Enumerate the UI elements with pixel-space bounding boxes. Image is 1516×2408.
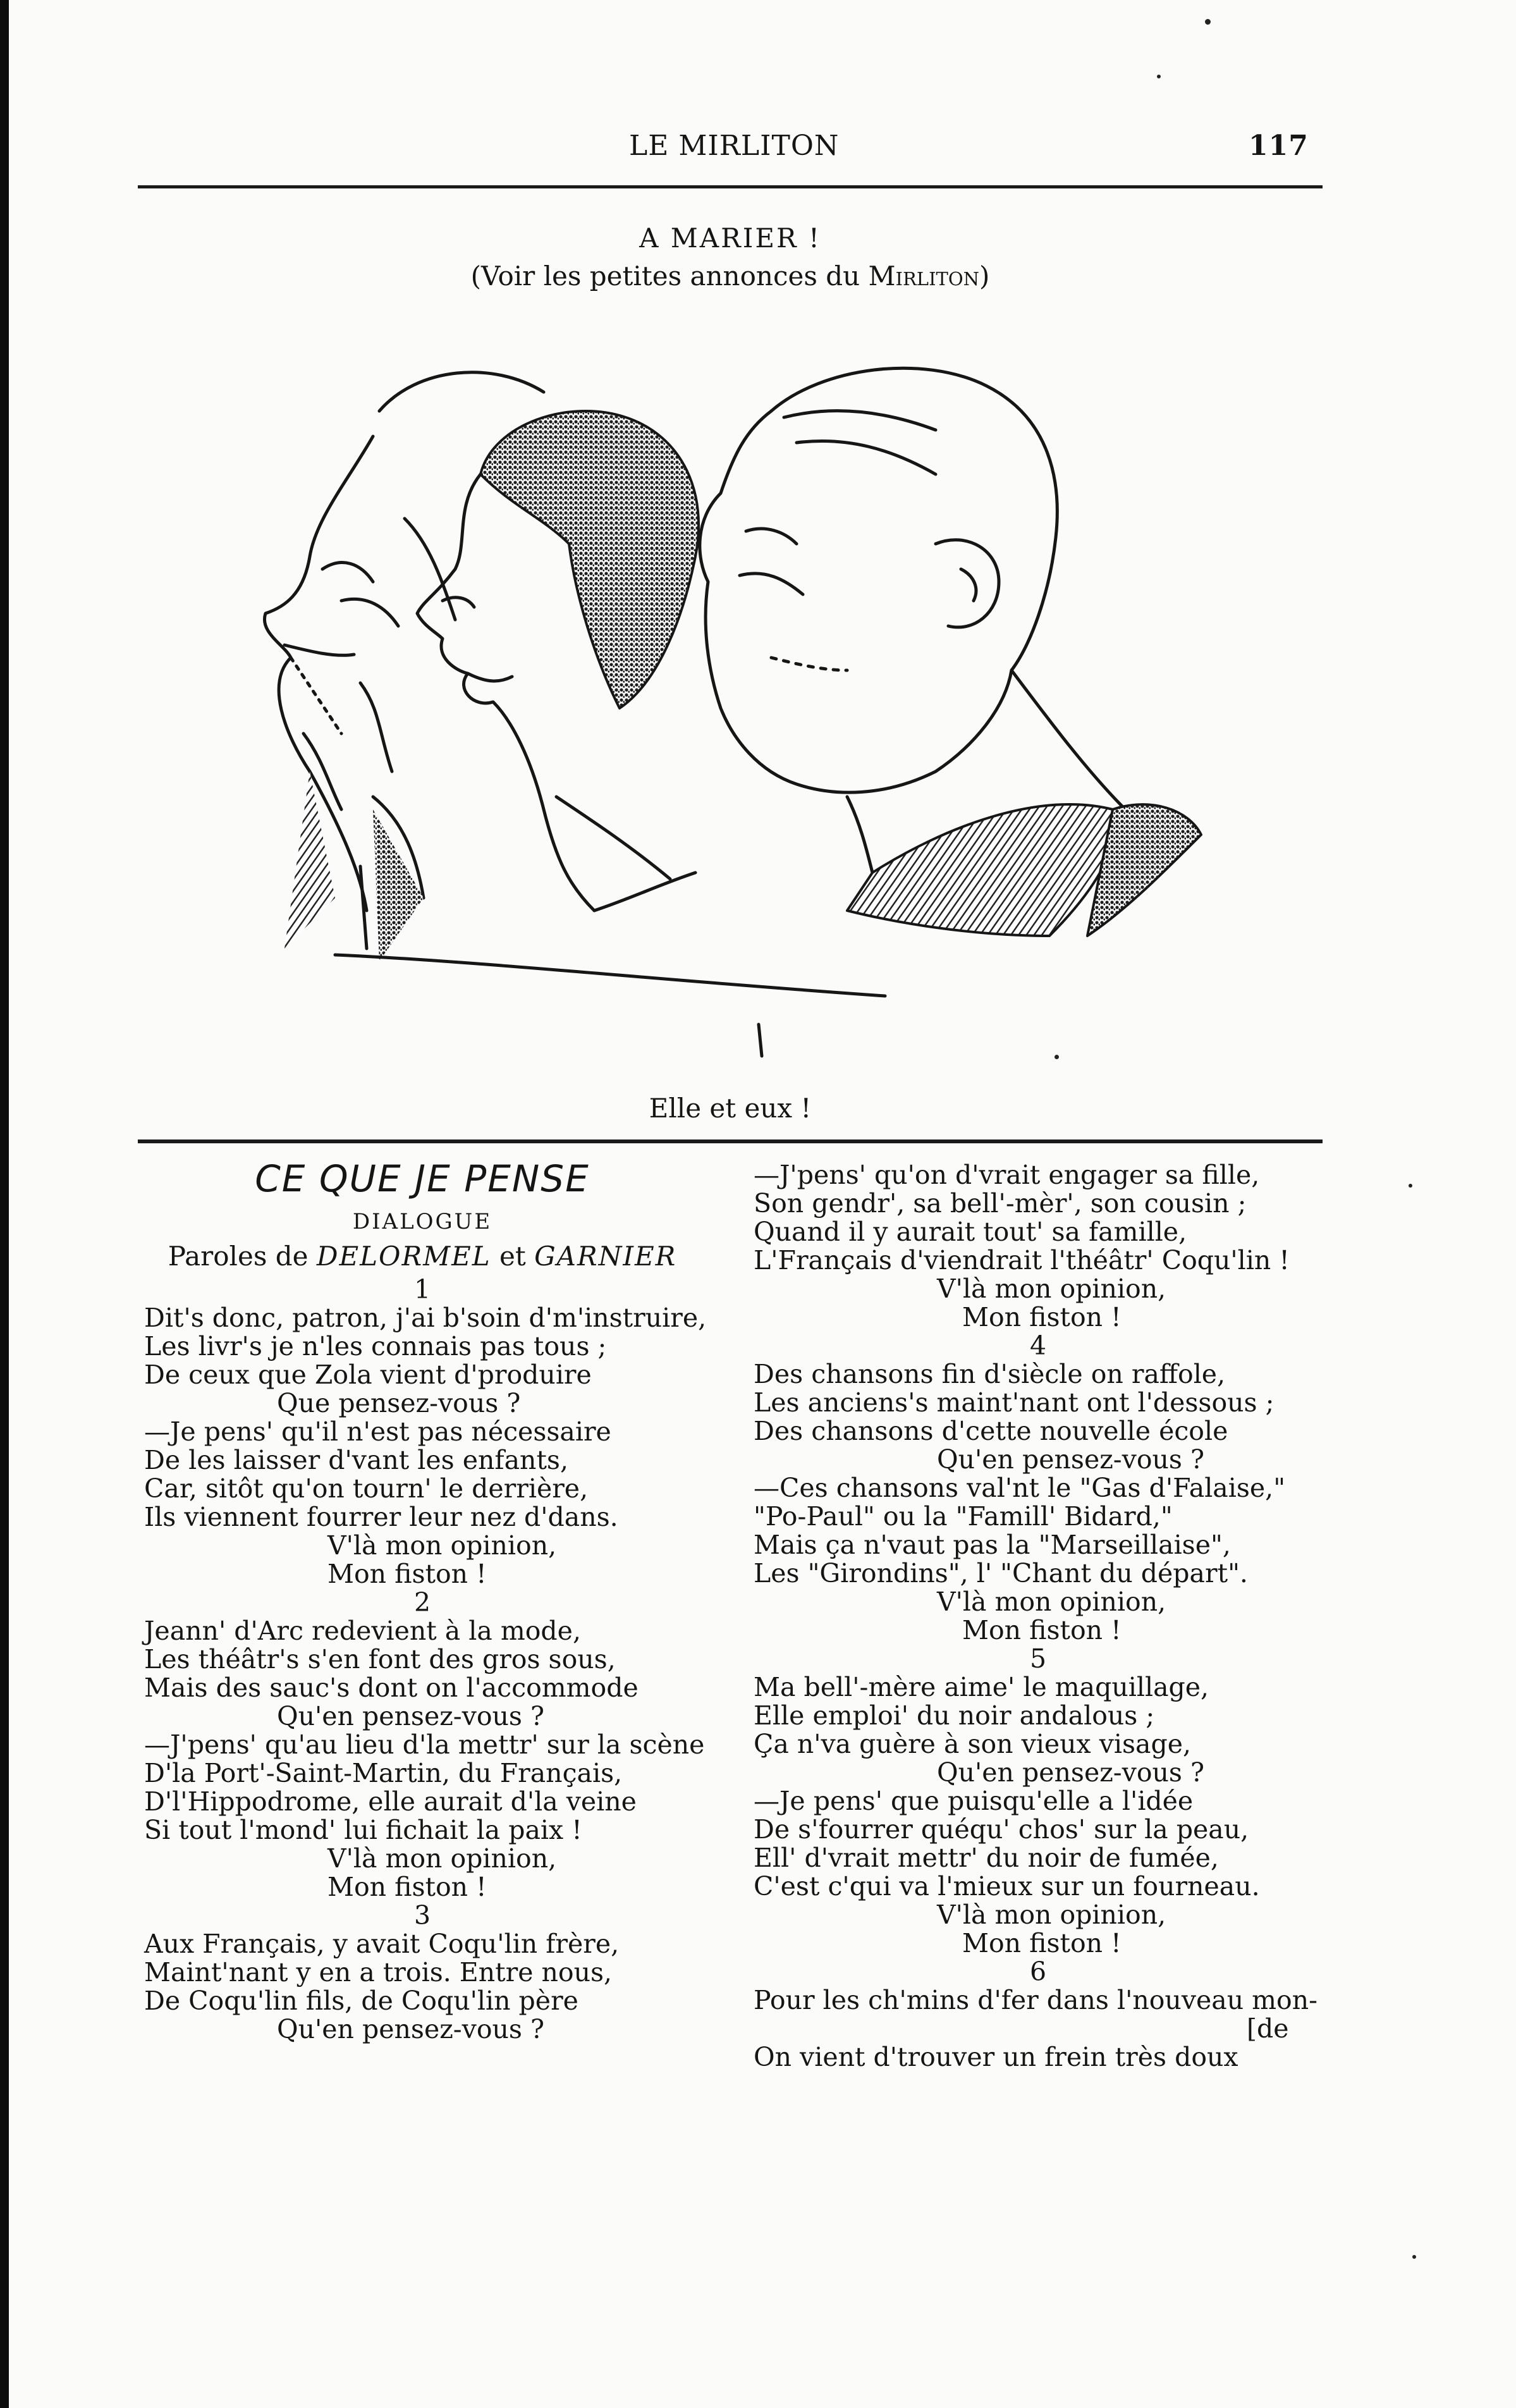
verse-line: —Je pens' qu'il n'est pas nécessaire (144, 1416, 611, 1447)
refrain-question: Que pensez-vous ? (277, 1388, 521, 1418)
header-rule (138, 185, 1323, 188)
page-number: 117 (1249, 130, 1309, 162)
song-title: CE QUE JE PENSE (255, 1157, 590, 1200)
verse-line: Les livr's je n'les connais pas tous ; (144, 1331, 607, 1361)
verse-line: Pour les ch'mins d'fer dans l'nouveau mon- (754, 1985, 1317, 2015)
verse-line: D'la Port'-Saint-Martin, du Français, (144, 1758, 623, 1788)
verse-line: De les laisser d'vant les enfants, (144, 1445, 568, 1475)
verse-line: Les "Girondins", l' "Chant du départ". (754, 1558, 1248, 1588)
verse-line: Maint'nant y en a trois. Entre nous, (144, 1957, 613, 1987)
right-column-verses (754, 1161, 1323, 2072)
verse-line: D'l'Hippodrome, elle aurait d'la veine (144, 1786, 637, 1817)
refrain-question: Qu'en pensez-vous ? (277, 2014, 544, 2044)
refrain-line: Mon fiston ! (962, 1615, 1122, 1645)
verse-line: De s'fourrer quéqu' chos' sur la peau, (754, 1814, 1249, 1845)
left-column (144, 1157, 707, 2044)
illustration-caption: Elle et eux ! (649, 1093, 812, 1124)
author-delormel: DELORMEL (316, 1241, 491, 1272)
verse-line: Son gendr', sa bell'-mèr', son cousin ; (754, 1188, 1247, 1219)
refrain-line: Mon fiston ! (962, 1302, 1122, 1332)
verse-line: Ell' d'vrait mettr' du noir de fumée, (754, 1843, 1219, 1873)
verse-line: Ils viennent fourrer leur nez d'dans. (144, 1502, 618, 1532)
verse-line: —J'pens' qu'on d'vrait engager sa fille, (754, 1160, 1260, 1190)
ink-speck (1157, 75, 1161, 78)
ink-speck (1409, 1184, 1412, 1188)
verse-line: Jeann' d'Arc redevient à la mode, (144, 1616, 581, 1646)
verse-line: —Ces chansons val'nt le "Gas d'Falaise," (754, 1473, 1286, 1503)
right-column (754, 1161, 1323, 2072)
verse-line-continuation: [de (1247, 2013, 1289, 2044)
song-genre: DIALOGUE (352, 1209, 492, 1234)
verse-line: Si tout l'mond' lui fichait la paix ! (144, 1815, 582, 1845)
refrain-line: Mon fiston ! (962, 1928, 1122, 1958)
verse-line: Mais des sauc's dont on l'accommode (144, 1673, 639, 1703)
stanza-number: 4 (1029, 1330, 1047, 1361)
verse-line: De ceux que Zola vient d'produire (144, 1360, 592, 1390)
page-binding-edge (0, 0, 9, 2408)
refrain-line: V'là mon opinion, (937, 1274, 1166, 1304)
verse-line: Des chansons d'cette nouvelle école (754, 1416, 1228, 1446)
stanza-number: 1 (413, 1274, 431, 1305)
refrain-line: V'là mon opinion, (327, 1843, 557, 1874)
verse-line: Ça n'va guère à son vieux visage, (754, 1729, 1192, 1759)
verse-line: C'est c'qui va l'mieux sur un fourneau. (754, 1871, 1260, 1901)
stanza-number: 6 (1029, 1956, 1047, 1987)
ink-speck (1412, 2255, 1416, 2259)
running-title: LE MIRLITON (629, 130, 840, 162)
verse-line: Les théâtr's s'en font des gros sous, (144, 1644, 616, 1674)
woman-hair-shading (480, 411, 699, 708)
refrain-line: Mon fiston ! (327, 1559, 487, 1589)
verse-line: De Coqu'lin fils, de Coqu'lin père (144, 1986, 578, 2016)
section-rule (138, 1140, 1323, 1143)
refrain-line: Mon fiston ! (327, 1872, 487, 1902)
verse-line: Elle emploi' du noir andalous ; (754, 1700, 1155, 1731)
stanza-number: 2 (413, 1587, 431, 1618)
refrain-line: Qu'en pensez-vous ? (937, 1757, 1204, 1788)
old-man-coat-shading (284, 771, 335, 949)
verse-line: Dit's donc, patron, j'ai b'soin d'm'instruire, (144, 1303, 707, 1333)
refrain-line: V'là mon opinion, (937, 1587, 1166, 1617)
stout-man-coat-shading (847, 804, 1115, 936)
verse-line: —Je pens' que puisqu'elle a l'idée (754, 1786, 1194, 1816)
verse-line: Car, sitôt qu'on tourn' le derrière, (144, 1473, 589, 1504)
illustration-subtitle: (Voir les petites annonces du Mirliton) (470, 261, 990, 292)
verse-line: L'Français d'viendrait l'théâtr' Coqu'lin ! (754, 1245, 1290, 1275)
verse-line: —J'pens' qu'au lieu d'la mettr' sur la scène (144, 1729, 705, 1760)
refrain-line: Qu'en pensez-vous ? (937, 1444, 1204, 1475)
caricature-illustration (215, 329, 1340, 1088)
verse-line: "Po-Paul" ou la "Famill' Bidard," (754, 1501, 1173, 1532)
ink-speck (1205, 19, 1211, 25)
verse-line: Les anciens's maint'nant ont l'dessous ; (754, 1387, 1275, 1418)
left-column-verses (144, 1274, 707, 2044)
refrain-line: V'là mon opinion, (937, 1900, 1166, 1930)
stout-man-right-figure (700, 368, 1125, 873)
verse-line: Ma bell'-mère aime' le maquillage, (754, 1672, 1209, 1702)
verse-line: Aux Français, y avait Coqu'lin frère, (144, 1929, 620, 1959)
verse-line: On vient d'trouver un frein très doux (754, 2042, 1238, 2072)
illustration-title: A MARIER ! (639, 223, 821, 254)
coat-collar-shading (373, 809, 424, 961)
author-garnier: GARNIER (534, 1241, 677, 1272)
verse-line: Quand il y aurait tout' sa famille, (754, 1217, 1187, 1247)
illustration-signature-mark (759, 1024, 762, 1056)
song-credits: Paroles de DELORMEL et GARNIER (168, 1241, 677, 1272)
verse-line: Des chansons fin d'siècle on raffole, (754, 1359, 1226, 1389)
illustration-base-line (335, 955, 885, 996)
verse-line: Mais ça n'vaut pas la "Marseillaise", (754, 1530, 1231, 1560)
refrain-question: Qu'en pensez-vous ? (277, 1701, 544, 1731)
stanza-number: 3 (413, 1900, 431, 1931)
stanza-number: 5 (1029, 1643, 1047, 1674)
refrain-line: V'là mon opinion, (327, 1530, 557, 1561)
